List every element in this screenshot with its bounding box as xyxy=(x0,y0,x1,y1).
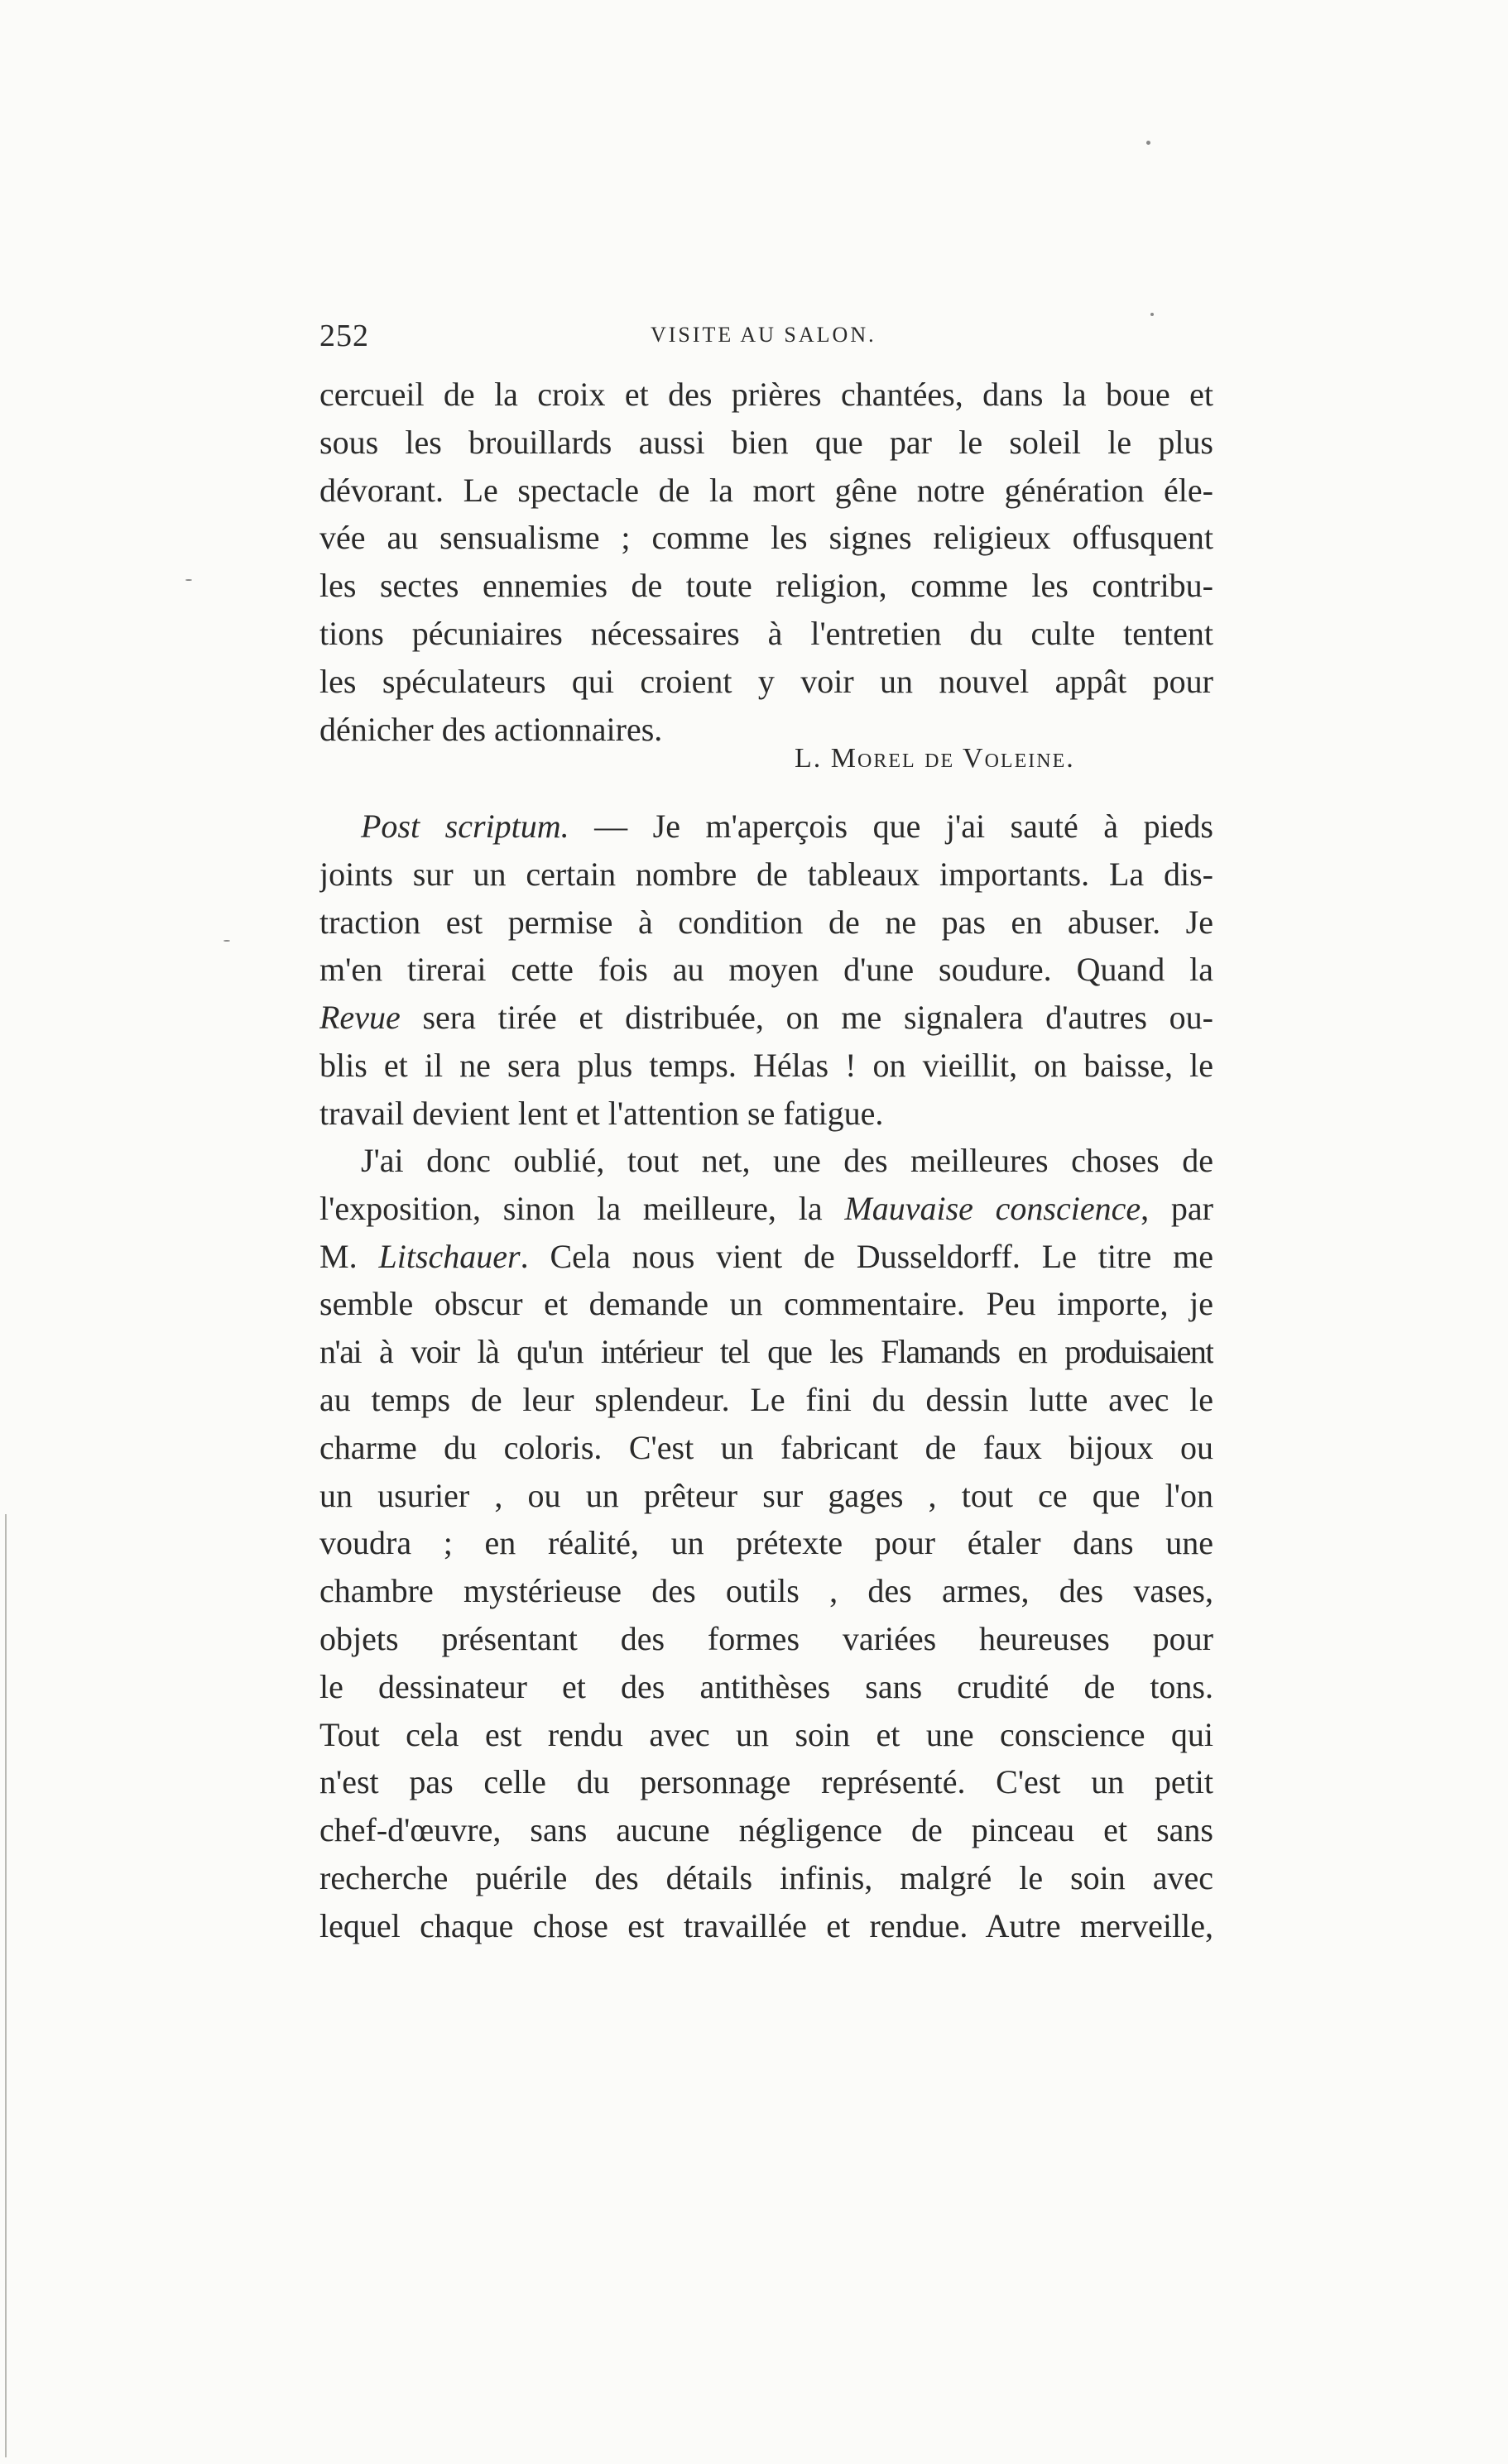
text-line: sous les brouillards aussi bien que par le soleil le plus xyxy=(319,423,1213,461)
text-line: chambre mystérieuse des outils , des armes, des vases, xyxy=(319,1572,1213,1610)
revue-title: Revue xyxy=(319,999,401,1037)
text-line: travail devient lent et l'attention se fatigue. xyxy=(319,1094,884,1132)
text-line: les sectes ennemies de toute religion, comme les contribu- xyxy=(319,567,1213,605)
text-line: Tout cela est rendu avec un soin et une conscience qui xyxy=(319,1715,1213,1753)
text-line: m'en tirerai cette fois au moyen d'une soudure. Quand la xyxy=(319,951,1213,989)
scan-margin-shadow xyxy=(5,1514,7,2457)
text-span: , par xyxy=(1141,1189,1213,1227)
page-header xyxy=(319,318,1213,359)
text-line: J'ai donc oublié, tout net, une des meilleures choses de xyxy=(361,1142,1213,1179)
running-head: VISITE AU SALON. xyxy=(651,323,876,347)
text-line xyxy=(319,994,1213,1042)
text-line: voudra ; en réalité, un prétexte pour étaler dans une xyxy=(319,1524,1213,1562)
text-span: M. xyxy=(319,1237,379,1275)
text-line: joints sur un certain nombre de tableaux importants. La dis- xyxy=(319,855,1213,893)
text-span: — Je m'aperçois que j'ai sauté à pieds xyxy=(569,808,1213,845)
paragraph-1 xyxy=(319,371,1213,753)
text-line: chef-d'œuvre, sans aucune négligence de pinceau et sans xyxy=(319,1811,1213,1849)
text-line: recherche puérile des détails infinis, malgré le soin avec xyxy=(319,1858,1213,1896)
text-line: le dessinateur et des antithèses sans crudité de tons. xyxy=(319,1667,1213,1705)
text-line: n'est pas celle du personnage représenté. C'est un petit xyxy=(319,1763,1213,1801)
artwork-title: Mauvaise conscience xyxy=(844,1189,1141,1227)
text-line: tions pécuniaires nécessaires à l'entretien du culte tentent xyxy=(319,614,1213,652)
paragraph-2 xyxy=(319,803,1213,1138)
paragraph-3 xyxy=(319,1137,1213,1950)
text-span: sera tirée et distribuée, on me signalera d'autres ou- xyxy=(400,999,1213,1037)
text-line: vée au sensualisme ; comme les signes religieux offusquent xyxy=(319,519,1213,557)
text-line: traction est permise à condition de ne pas en abuser. Je xyxy=(319,903,1213,941)
text-span: . Cela nous vient de Dusseldorff. Le titre me xyxy=(520,1237,1213,1275)
text-line: n'ai à voir là qu'un intérieur tel que les Flamands en produisaient xyxy=(319,1333,1213,1371)
text-line: dénicher des actionnaires. xyxy=(319,710,663,748)
scan-speck xyxy=(223,940,230,942)
artist-name: Litschauer xyxy=(378,1237,521,1275)
text-line xyxy=(319,1233,1213,1281)
scan-speck xyxy=(1146,141,1150,145)
text-line: charme du coloris. C'est un fabricant de faux bijoux ou xyxy=(319,1428,1213,1466)
text-line xyxy=(319,1185,1213,1233)
post-scriptum-label: Post scriptum. xyxy=(361,808,569,845)
text-line: blis et il ne sera plus temps. Hélas ! on vieillit, on baisse, le xyxy=(319,1046,1213,1084)
text-line: les spéculateurs qui croient y voir un nouvel appât pour xyxy=(319,662,1213,700)
scan-speck xyxy=(185,579,192,581)
author-signature: L. Morel de Voleine. xyxy=(795,743,1075,774)
text-line xyxy=(319,803,1213,851)
text-line: cercueil de la croix et des prières chantées, dans la boue et xyxy=(319,376,1213,413)
text-line: semble obscur et demande un commentaire. Peu importe, je xyxy=(319,1285,1213,1323)
text-line: au temps de leur splendeur. Le fini du dessin lutte avec le xyxy=(319,1380,1213,1418)
text-line: lequel chaque chose est travaillée et rendue. Autre merveille, xyxy=(319,1906,1213,1944)
text-line: dévorant. Le spectacle de la mort gêne notre génération éle- xyxy=(319,471,1213,509)
text-span: l'exposition, sinon la meilleure, la xyxy=(319,1189,845,1227)
text-line: objets présentant des formes variées heureuses pour xyxy=(319,1619,1213,1657)
text-line: un usurier , ou un prêteur sur gages , tout ce que l'on xyxy=(319,1476,1213,1514)
scan-speck xyxy=(1150,313,1154,316)
page-number: 252 xyxy=(319,319,369,353)
